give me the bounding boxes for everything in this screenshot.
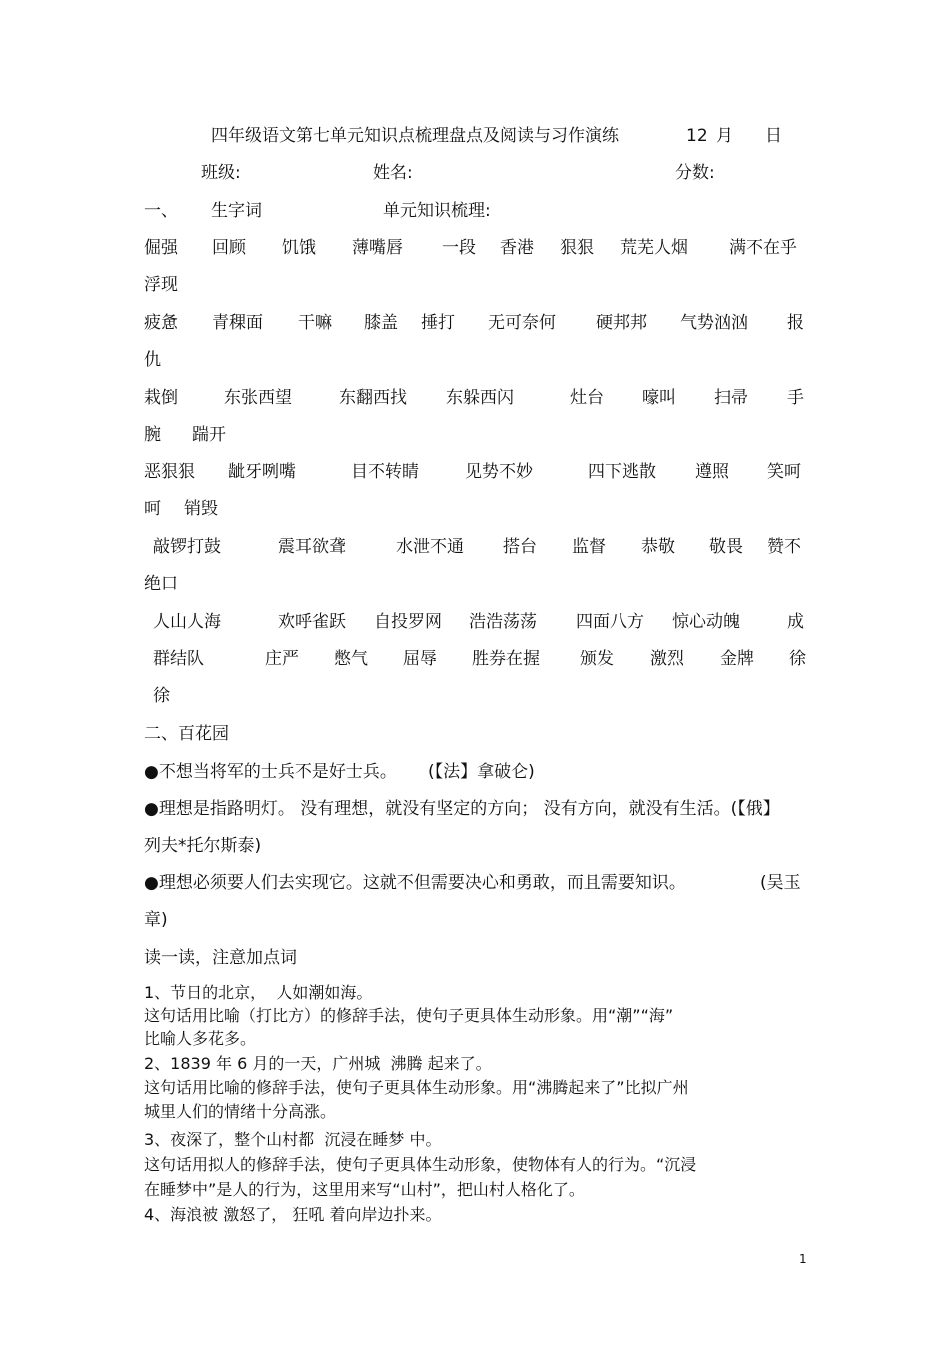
vocab-word: 捶打 (421, 313, 455, 333)
vocab-word: 浮现 (144, 275, 178, 295)
quote-text: ●理想是指路明灯。 没有理想，就没有坚定的方向； 没有方向，就没有生活。(【俄】 (144, 799, 780, 819)
reading-explanation: 这句话用拟人的修辞手法，使句子更具体生动形象，使物体有人的行为。“沉浸 (144, 1155, 697, 1174)
vocab-word: 恶狠狠 (144, 462, 195, 482)
reading-sentence: 2、1839 年 6 月的一天，广州城 沸腾 起来了。 (144, 1054, 492, 1073)
vocab-word: 遵照 (695, 462, 729, 482)
quote-author: 列夫*托尔斯泰) (144, 836, 262, 856)
quote-author: (吴玉 (760, 873, 801, 893)
vocab-word: 敲锣打鼓 (153, 537, 221, 557)
vocab-word: 庄严 (265, 649, 299, 669)
day-label: 日 (765, 126, 782, 146)
month-number: 12 (686, 126, 708, 146)
reading-sentence: 1、节日的北京， 人如潮如海。 (144, 983, 373, 1002)
vocab-word: 目不转睛 (351, 462, 419, 482)
quote-text: ●理想必须要人们去实现它。这就不但需要决心和勇敢，而且需要知识。 (144, 873, 686, 893)
section2-title: 二、百花园 (144, 724, 229, 744)
vocab-word: 嚎叫 (642, 388, 676, 408)
vocab-word: 无可奈何 (488, 313, 556, 333)
vocab-word: 笑呵 (767, 462, 801, 482)
page-number: 1 (799, 1252, 807, 1266)
vocab-word: 四面八方 (576, 612, 644, 632)
vocab-word: 灶台 (570, 388, 604, 408)
vocab-word: 满不在乎 (729, 238, 797, 258)
vocab-word: 香港 (500, 238, 534, 258)
reading-explanation: 这句话用比喻的修辞手法，使句子更具体生动形象。用“沸腾起来了”比拟广州 (144, 1078, 689, 1097)
reading-explanation: 比喻人多花多。 (144, 1029, 257, 1048)
vocab-word: 徐 (153, 686, 170, 706)
vocab-word: 扫帚 (714, 388, 748, 408)
quote-author: 章) (144, 910, 168, 930)
quote-author: (【法】拿破仑) (428, 762, 535, 782)
vocab-word: 手 (787, 388, 804, 408)
reading-explanation: 这句话用比喻（打比方）的修辞手法，使句子更具体生动形象。用“潮”“海” (144, 1006, 674, 1025)
vocab-word: 东翻西找 (339, 388, 407, 408)
vocab-word: 监督 (572, 537, 606, 557)
vocab-word: 搭台 (503, 537, 537, 557)
vocab-word: 倔强 (144, 238, 178, 258)
vocab-word: 浩浩荡荡 (469, 612, 537, 632)
vocab-word: 干嘛 (298, 313, 332, 333)
vocab-word: 绝口 (144, 574, 178, 594)
vocab-word: 硬邦邦 (596, 313, 647, 333)
vocab-word: 青稞面 (212, 313, 263, 333)
section1-number: 一、 (144, 201, 178, 221)
vocab-word: 饥饿 (282, 238, 316, 258)
vocab-word: 一段 (442, 238, 476, 258)
vocab-word: 群结队 (153, 649, 204, 669)
vocab-word: 成 (787, 612, 804, 632)
vocab-word: 敬畏 (709, 537, 743, 557)
vocab-word: 回顾 (212, 238, 246, 258)
vocab-word: 颁发 (580, 649, 614, 669)
reading-sentence: 4、海浪被 激怒了， 狂吼 着向岸边扑来。 (144, 1205, 442, 1224)
vocab-word: 东躲西闪 (446, 388, 514, 408)
vocab-word: 膝盖 (364, 313, 398, 333)
vocab-word: 疲惫 (144, 313, 178, 333)
vocab-word: 踹开 (192, 425, 226, 445)
vocab-word: 金牌 (720, 649, 754, 669)
quote-text: ●不想当将军的士兵不是好士兵。 (144, 762, 397, 782)
section1-title: 生字词 (211, 201, 262, 221)
vocab-word: 气势汹汹 (680, 313, 748, 333)
score-label: 分数: (675, 163, 715, 183)
vocab-word: 水泄不通 (396, 537, 464, 557)
vocab-word: 四下逃散 (588, 462, 656, 482)
class-label: 班级: (201, 163, 241, 183)
vocab-word: 报 (787, 313, 804, 333)
vocab-word: 仇 (144, 350, 161, 370)
vocab-word: 屈辱 (403, 649, 437, 669)
vocab-word: 胜券在握 (472, 649, 540, 669)
vocab-word: 薄嘴唇 (352, 238, 403, 258)
vocab-word: 恭敬 (641, 537, 675, 557)
month-label: 月 (716, 126, 733, 146)
reading-title: 读一读，注意加点词 (144, 948, 297, 968)
vocab-word: 徐 (789, 649, 806, 669)
vocab-word: 赞不 (767, 537, 801, 557)
vocab-word: 东张西望 (224, 388, 292, 408)
reading-explanation: 在睡梦中”是人的行为，这里用来写“山村”，把山村人格化了。 (144, 1180, 585, 1199)
vocab-word: 惊心动魄 (672, 612, 740, 632)
vocab-word: 呵 (144, 499, 161, 519)
vocab-word: 自投罗网 (374, 612, 442, 632)
vocab-word: 龇牙咧嘴 (228, 462, 296, 482)
name-label: 姓名: (373, 163, 413, 183)
vocab-word: 见势不妙 (465, 462, 533, 482)
vocab-word: 人山人海 (153, 612, 221, 632)
vocab-word: 腕 (144, 425, 161, 445)
vocab-word: 销毁 (184, 499, 218, 519)
vocab-word: 狠狠 (560, 238, 594, 258)
section1-subtitle: 单元知识梳理: (383, 201, 491, 221)
vocab-word: 栽倒 (144, 388, 178, 408)
reading-sentence: 3、夜深了，整个山村都 沉浸在睡梦 中。 (144, 1130, 442, 1149)
page-title: 四年级语文第七单元知识点梳理盘点及阅读与习作演练 (211, 126, 619, 146)
vocab-word: 激烈 (650, 649, 684, 669)
vocab-word: 憋气 (334, 649, 368, 669)
vocab-word: 荒芜人烟 (620, 238, 688, 258)
vocab-word: 欢呼雀跃 (278, 612, 346, 632)
reading-explanation: 城里人们的情绪十分高涨。 (144, 1102, 337, 1121)
vocab-word: 震耳欲聋 (278, 537, 346, 557)
